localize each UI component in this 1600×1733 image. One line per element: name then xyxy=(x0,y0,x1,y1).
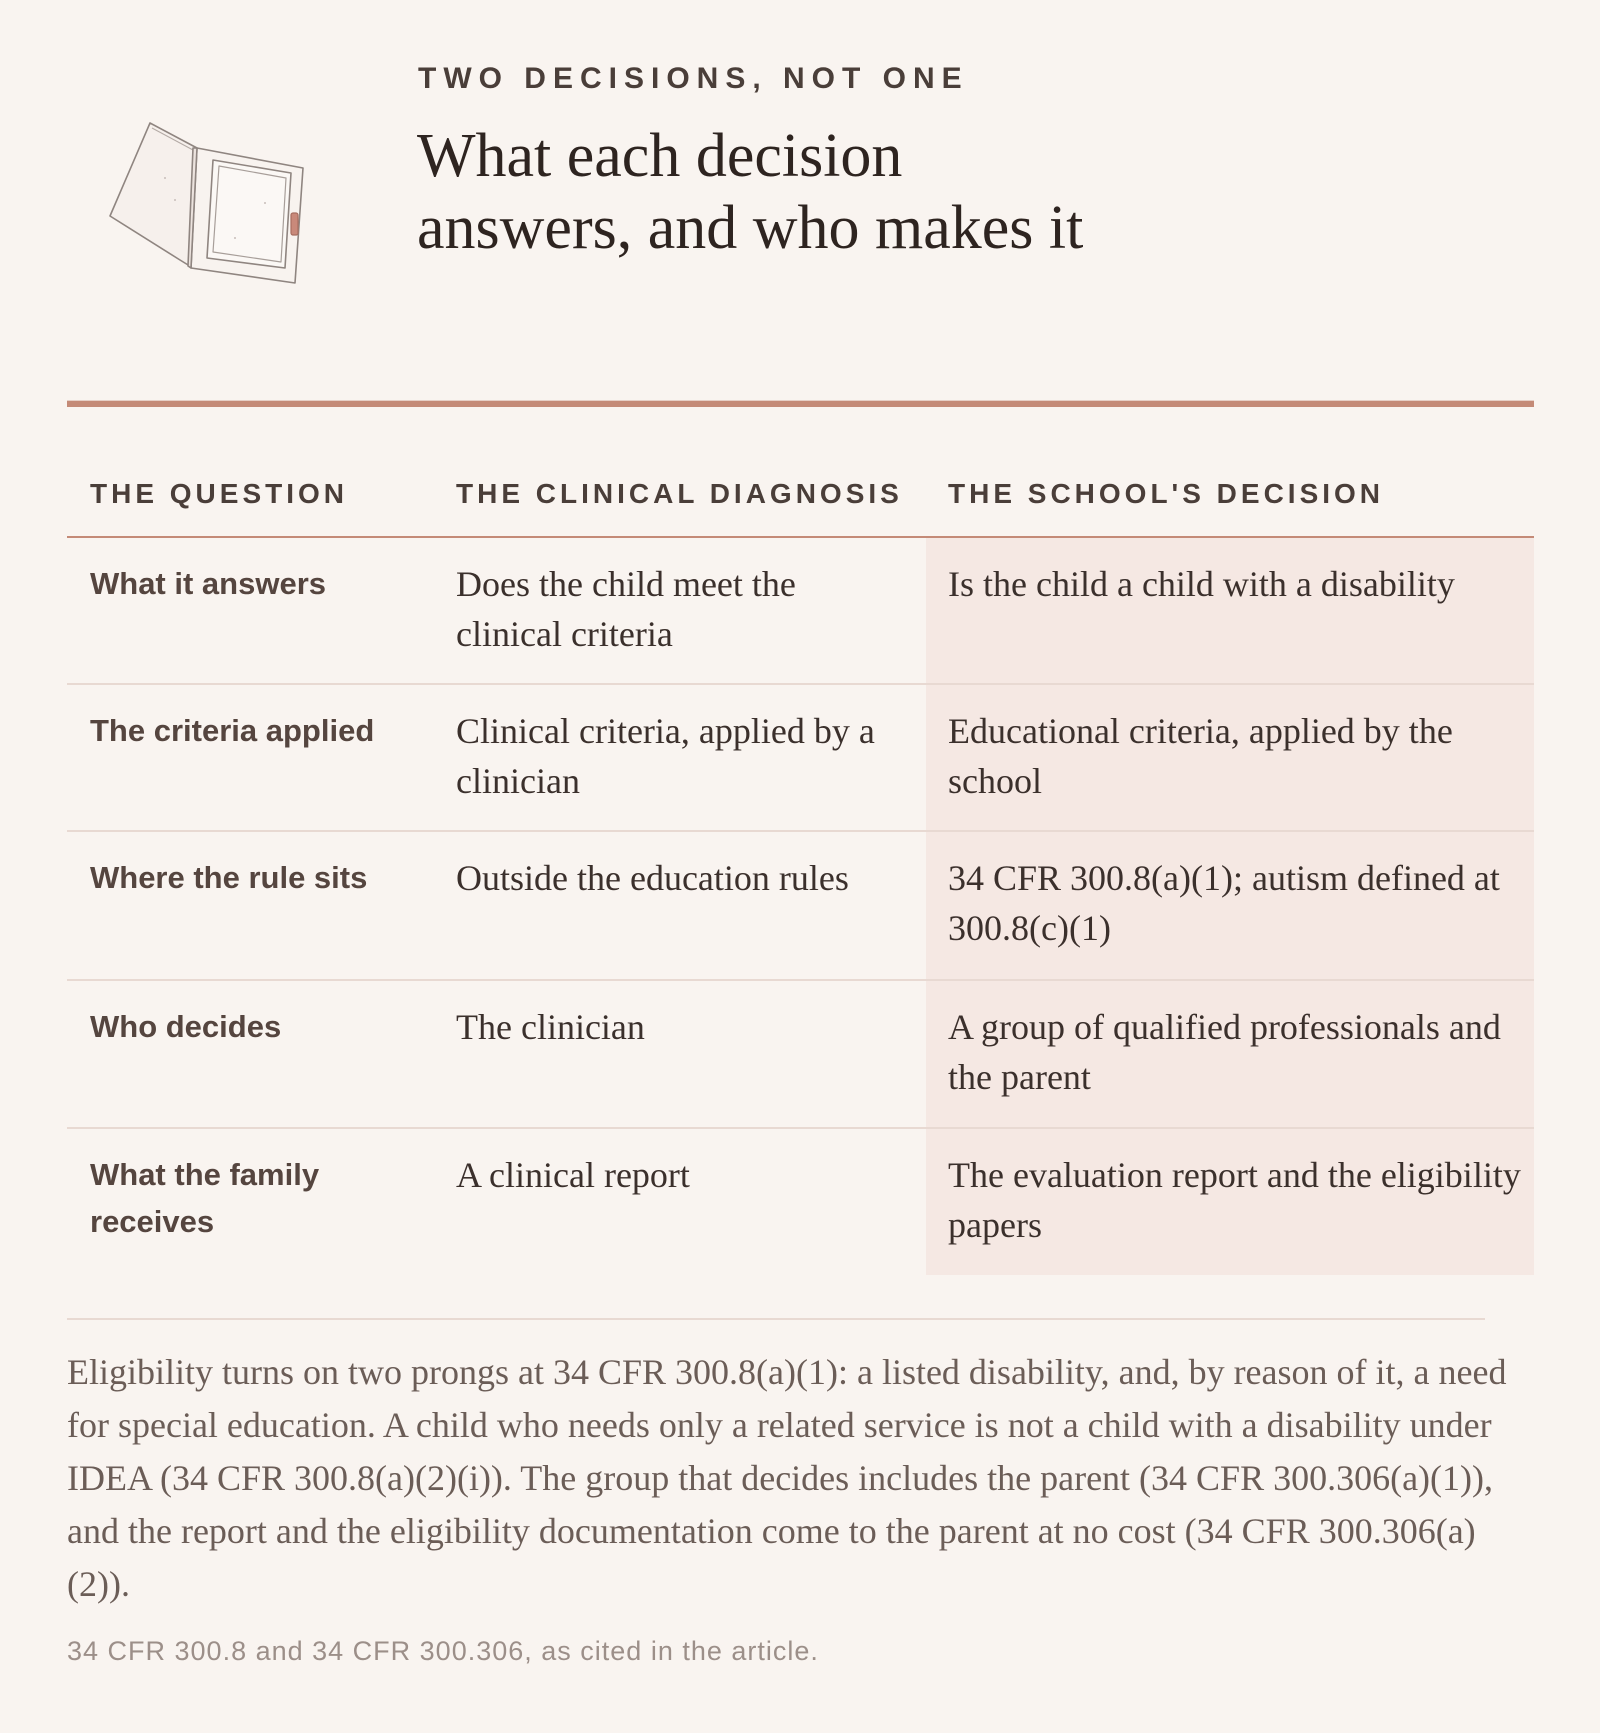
column-header-school: THE SCHOOL'S DECISION xyxy=(948,478,1385,509)
row-question-5: What the family receives xyxy=(90,1157,320,1239)
row-school-1: Is the child a child with a disability xyxy=(948,564,1455,604)
column-header-clinical: THE CLINICAL DIAGNOSIS xyxy=(456,478,903,509)
row-school-2: Educational criteria, applied by the school xyxy=(948,711,1453,801)
row-clinical-1: Does the child meet the clinical criteria xyxy=(456,564,796,654)
row-school-4: A group of qualified professionals and the parent xyxy=(948,1007,1501,1097)
row-school-5: The evaluation report and the eligibility papers xyxy=(948,1155,1521,1245)
row-question-3: Where the rule sits xyxy=(90,860,368,895)
title-line-1: What each decision xyxy=(417,122,903,190)
row-clinical-3: Outside the education rules xyxy=(456,858,849,898)
row-clinical-4: The clinician xyxy=(456,1007,645,1047)
row-divider xyxy=(67,683,1534,685)
row-clinical-2: Clinical criteria, applied by a clinician xyxy=(456,711,875,801)
column-header-question: THE QUESTION xyxy=(90,478,349,509)
folder-document-icon xyxy=(105,118,315,288)
row-divider xyxy=(67,830,1534,832)
note-divider xyxy=(67,1318,1485,1320)
row-divider xyxy=(67,1127,1534,1129)
row-question-4: Who decides xyxy=(90,1009,282,1044)
eyebrow: TWO DECISIONS, NOT ONE xyxy=(418,62,969,95)
title-line-2: answers, and who makes it xyxy=(417,194,1084,262)
source-citation: 34 CFR 300.8 and 34 CFR 300.306, as cited in the article. xyxy=(67,1636,819,1666)
explanatory-note: Eligibility turns on two prongs at 34 CFR 300.8(a)(1): a listed disability, and, by reason of it, a need for special education. A child who needs only a related service is not a child with a disability under IDEA (34 CFR 300.8(a)(2)(i)). The group that decides includes the parent (34 CFR 300.306(a)(1)), and the report and the eligibility documentation come to the parent at no cost (34 CFR 300.306(a)(2)). xyxy=(67,1352,1507,1604)
row-question-1: What it answers xyxy=(90,566,326,601)
row-school-3: 34 CFR 300.8(a)(1); autism defined at 300.8(c)(1) xyxy=(948,858,1500,948)
table-top-rule xyxy=(67,400,1534,407)
row-divider xyxy=(67,979,1534,981)
row-question-2: The criteria applied xyxy=(90,713,375,748)
row-clinical-5: A clinical report xyxy=(456,1155,690,1195)
page-title xyxy=(417,120,1217,264)
